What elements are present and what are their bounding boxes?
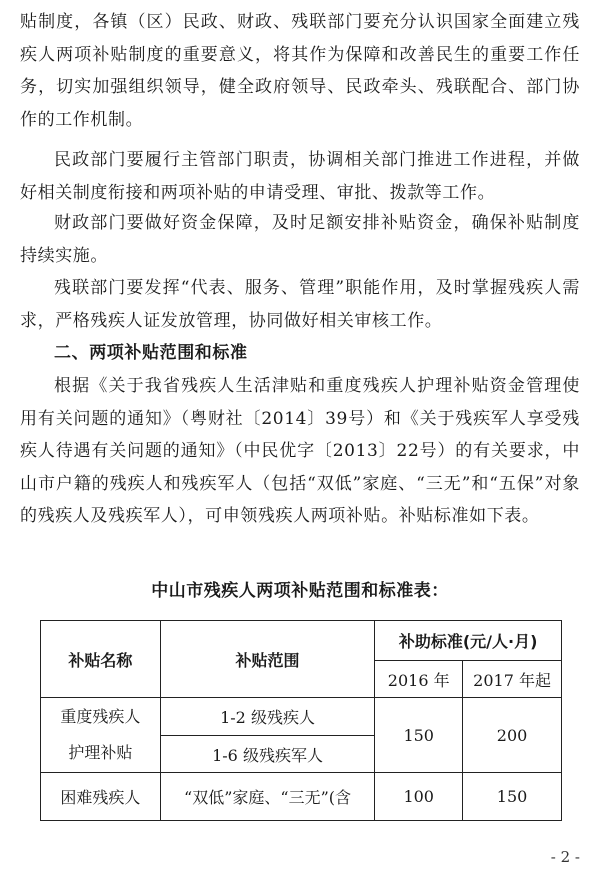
subsidy-standard-table bbox=[40, 620, 562, 821]
row-nursing-scope-1: 1-2 级残疾人 bbox=[160, 698, 375, 736]
paragraph-civil-affairs: 民政部门要履行主管部门职责，协调相关部门推进工作进程，并做好相关制度衔接和两项补贴的申请受理、审批、拨款等工作。 bbox=[20, 150, 580, 203]
page-number: - 2 - bbox=[550, 848, 580, 866]
paragraph-intro: 贴制度，各镇（区）民政、财政、残联部门要充分认识国家全面建立残疾人两项补贴制度的重要意义，将其作为保障和改善民生的重要工作任务，切实加强组织领导，健全政府领导、民政牵头、残联配合、部门协作的工作机制。 bbox=[20, 12, 580, 130]
row-nursing-2017: 200 bbox=[463, 698, 562, 773]
header-year-2017: 2017 年起 bbox=[463, 661, 562, 698]
table-title: 中山市残疾人两项补贴范围和标准表： bbox=[151, 581, 449, 601]
header-year-2016: 2016 年 bbox=[375, 661, 463, 698]
row-hardship-2016: 100 bbox=[375, 773, 463, 821]
header-subsidy-name: 补贴名称 bbox=[41, 621, 161, 698]
paragraph-finance: 财政部门要做好资金保障，及时足额安排补贴资金，确保补贴制度持续实施。 bbox=[20, 213, 580, 266]
paragraph-policy-basis: 根据《关于我省残疾人生活津贴和重度残疾人护理补贴资金管理使用有关问题的通知》（粤财社〔2014〕39号）和《关于残疾军人享受残疾人待遇有关问题的通知》（中民优字〔2013〕22号）的有关要求，中山市户籍的残疾人和残疾军人（包括“双低”家庭、“三无”和“五保”对象的残疾人及残疾军人），可申领残疾人两项补贴。补贴标准如下表。 bbox=[20, 376, 580, 526]
row-nursing-scope-2: 1-6 级残疾军人 bbox=[160, 736, 375, 773]
row-nursing-2016: 150 bbox=[375, 698, 463, 773]
row-hardship-2017: 150 bbox=[463, 773, 562, 821]
row-nursing-name: 重度残疾人护理补贴 bbox=[41, 698, 161, 773]
header-subsidy-scope: 补贴范围 bbox=[160, 621, 375, 698]
paragraph-disabled-federation: 残联部门要发挥“代表、服务、管理”职能作用，及时掌握残疾人需求，严格残疾人证发放管理，协同做好相关审核工作。 bbox=[20, 278, 580, 331]
section-heading: 二、两项补贴范围和标准 bbox=[54, 343, 248, 363]
row-hardship-name: 困难残疾人 bbox=[41, 773, 161, 821]
row-hardship-scope: “双低”家庭、“三无”(含 bbox=[160, 773, 375, 821]
header-subsidy-standard: 补助标准(元/人·月) bbox=[375, 621, 562, 661]
